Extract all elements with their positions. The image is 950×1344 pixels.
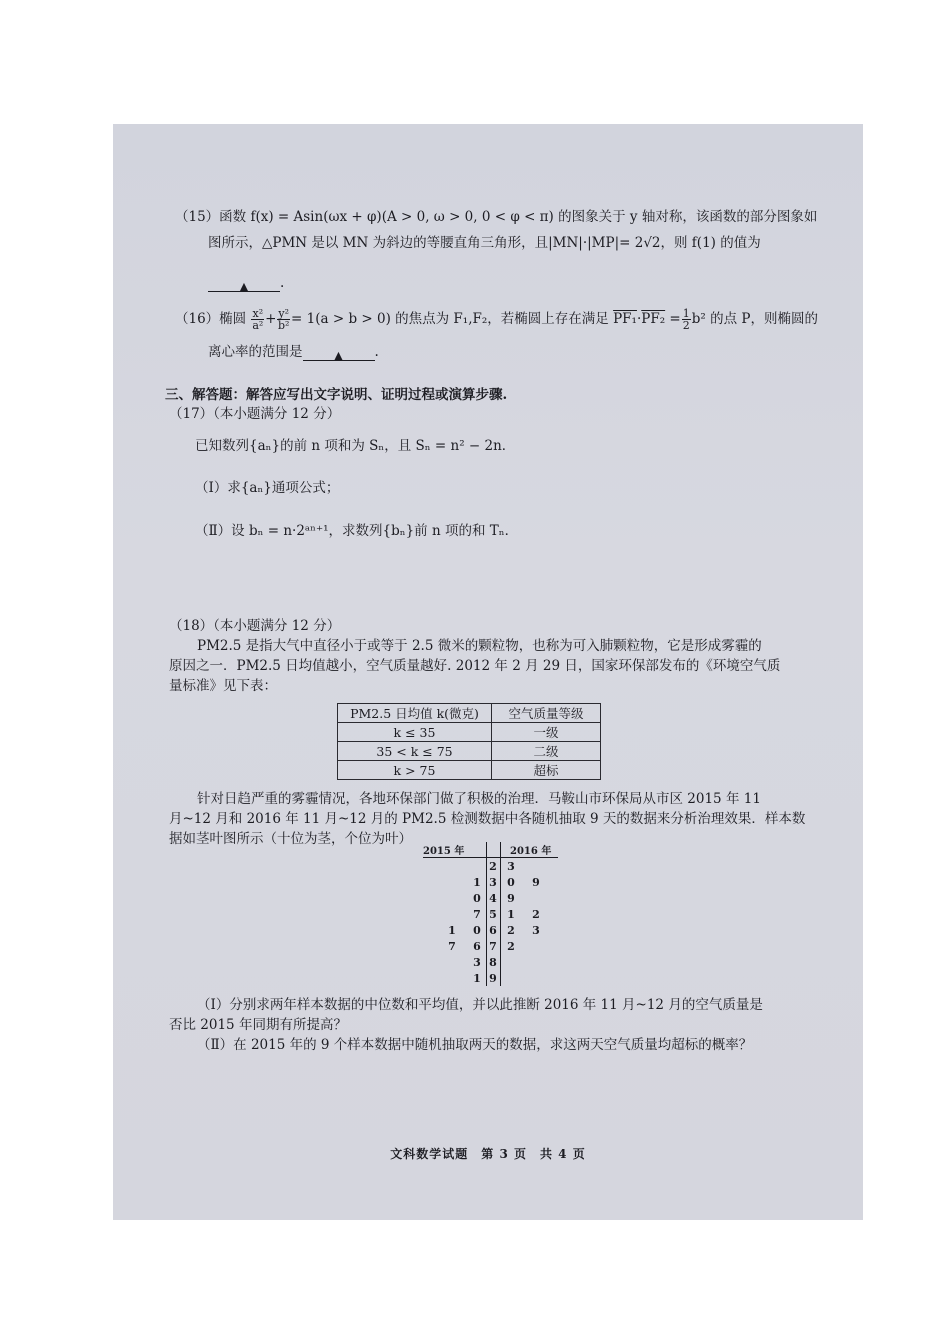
stemleaf-left-header: 2015 年 (423, 846, 465, 857)
q18-intro-3: 量标准》见下表： (169, 678, 277, 694)
q15-answer-blank[interactable] (208, 277, 280, 292)
leaf-2016: 2 (532, 908, 540, 921)
q16-line2: 离心率的范围是 ▲ . (208, 344, 379, 362)
frac-x2-a2: $\frac{\text{x²}}{\text{a²}}$ (252, 307, 264, 332)
stem-value: 8 (489, 956, 497, 969)
q16-answer-blank[interactable] (303, 346, 375, 361)
q17-head: （17）（本小题满分 12 分） (169, 406, 341, 422)
q15-line2: 图所示，△PMN 是以 MN 为斜边的等腰直角三角形，且|MN|·|MP|= 2√2，则 f(1) 的值为 (208, 235, 761, 251)
leaf-2015: 1 (448, 924, 456, 937)
q17-part2: （Ⅱ）设 bₙ = n·2ᵃⁿ⁺¹，求数列{bₙ}前 n 项的和 Tₙ． (195, 523, 519, 539)
leaf-2016: 3 (507, 860, 515, 873)
q18-part1-a: （Ⅰ）分别求两年样本数据的中位数和平均值，并以此推断 2016 年 11 月~12 月的空气质量是 (197, 997, 763, 1013)
stemleaf-header-rule (423, 857, 558, 858)
q18-part2: （Ⅱ）在 2015 年的 9 个样本数据中随机抽取两天的数据，求这两天空气质量均超标的概率？ (197, 1037, 753, 1053)
leaf-2016: 2 (507, 924, 515, 937)
q18-intro-1: PM2.5 是指大气中直径小于或等于 2.5 微米的颗粒物，也称为可入肺颗粒物，它是形成雾霾的 (197, 638, 762, 654)
stem-value: 4 (489, 892, 497, 905)
table-row (338, 742, 601, 761)
table-cell: 超标 (492, 761, 601, 780)
vector-pf1: PF₁ (613, 311, 637, 327)
section-heading: 三、解答题：解答应写出文字说明、证明过程或演算步骤. (165, 387, 508, 403)
q16-line1: （16）椭圆 $\frac{\text{x²}}{\text{a²}}$ + $\frac{\text{y²}}{\text{b²}}$ = 1(a > b > 0) 的焦点为 F₁,F₂，若椭圆上存在满足 PF₁·PF₂ = $\frac{1}{2}$ b² 的点 P，则椭圆的 (175, 307, 818, 332)
leaf-2015: 1 (473, 876, 481, 889)
exam-page (113, 124, 863, 1220)
table-cell: 二级 (492, 742, 601, 761)
stem-value: 2 (489, 860, 497, 873)
frac-y2-b2: $\frac{\text{y²}}{\text{b²}}$ (278, 307, 290, 332)
q18-intro-2: 原因之一．PM2.5 日均值越小，空气质量越好. 2012 年 2 月 29 日，国家环保部发布的《环境空气质 (169, 658, 781, 674)
leaf-2015: 3 (473, 956, 481, 969)
leaf-2015: 1 (473, 972, 481, 985)
leaf-2015: 0 (473, 924, 481, 937)
air-quality-table (337, 703, 601, 780)
vector-pf2: PF₂ (641, 311, 666, 327)
leaf-2016: 2 (507, 940, 515, 953)
q18-part1-b: 否比 2015 年同期有所提高？ (169, 1017, 347, 1033)
table-cell: k ≤ 35 (338, 723, 492, 742)
leaf-2015: 0 (473, 892, 481, 905)
stem-value: 3 (489, 876, 497, 889)
table-header: 空气质量等级 (492, 704, 601, 723)
q18-head: （18）（本小题满分 12 分） (169, 618, 341, 634)
table-row (338, 761, 601, 780)
leaf-2015: 6 (473, 940, 481, 953)
table-row (338, 723, 601, 742)
q17-stem: 已知数列{aₙ}的前 n 项和为 Sₙ，且 Sₙ = n² − 2n． (195, 438, 516, 454)
table-cell: 一级 (492, 723, 601, 742)
blank-triangle-icon: ▲ (334, 349, 343, 362)
table-header: PM2.5 日均值 k(微克) (338, 704, 492, 723)
stem-value: 7 (489, 940, 497, 953)
q18-text-1: 针对日趋严重的雾霾情况，各地环保部门做了积极的治理．马鞍山市环保局从市区 2015 年 11 (197, 791, 761, 807)
stemleaf-right-header: 2016 年 (510, 846, 552, 857)
stemleaf-right-rule (500, 842, 501, 986)
leaf-2016: 1 (507, 908, 515, 921)
leaf-2016: 9 (507, 892, 515, 905)
leaf-2016: 0 (507, 876, 515, 889)
stem-value: 6 (489, 924, 497, 937)
q15-line1: （15）函数 f(x) = Asin(ωx + φ)(A > 0, ω > 0, 0 < φ < π) 的图象关于 y 轴对称，该函数的部分图象如 (175, 209, 818, 225)
page-footer: 文科数学试题 第 3 页 共 4 页 (390, 1147, 586, 1161)
frac-one-half: $\frac{1}{2}$ (682, 307, 690, 332)
q15-answer-line: ▲ . (208, 274, 284, 292)
stem-value: 5 (489, 908, 497, 921)
stem-and-leaf-plot (403, 842, 563, 992)
leaf-2016: 9 (532, 876, 540, 889)
table-cell: 35 < k ≤ 75 (338, 742, 492, 761)
q17-part1: （Ⅰ）求{aₙ}通项公式； (195, 480, 340, 496)
leaf-2015: 7 (448, 940, 456, 953)
leaf-2016: 3 (532, 924, 540, 937)
q18-text-3: 据如茎叶图所示（十位为茎，个位为叶） (169, 831, 412, 847)
stem-value: 9 (489, 972, 497, 985)
q18-text-2: 月~12 月和 2016 年 11 月~12 月的 PM2.5 检测数据中各随机抽取 9 天的数据来分析治理效果．样本数 (169, 811, 806, 827)
leaf-2015: 7 (473, 908, 481, 921)
table-cell: k > 75 (338, 761, 492, 780)
table-header-row (338, 704, 601, 723)
blank-triangle-icon: ▲ (239, 280, 249, 293)
